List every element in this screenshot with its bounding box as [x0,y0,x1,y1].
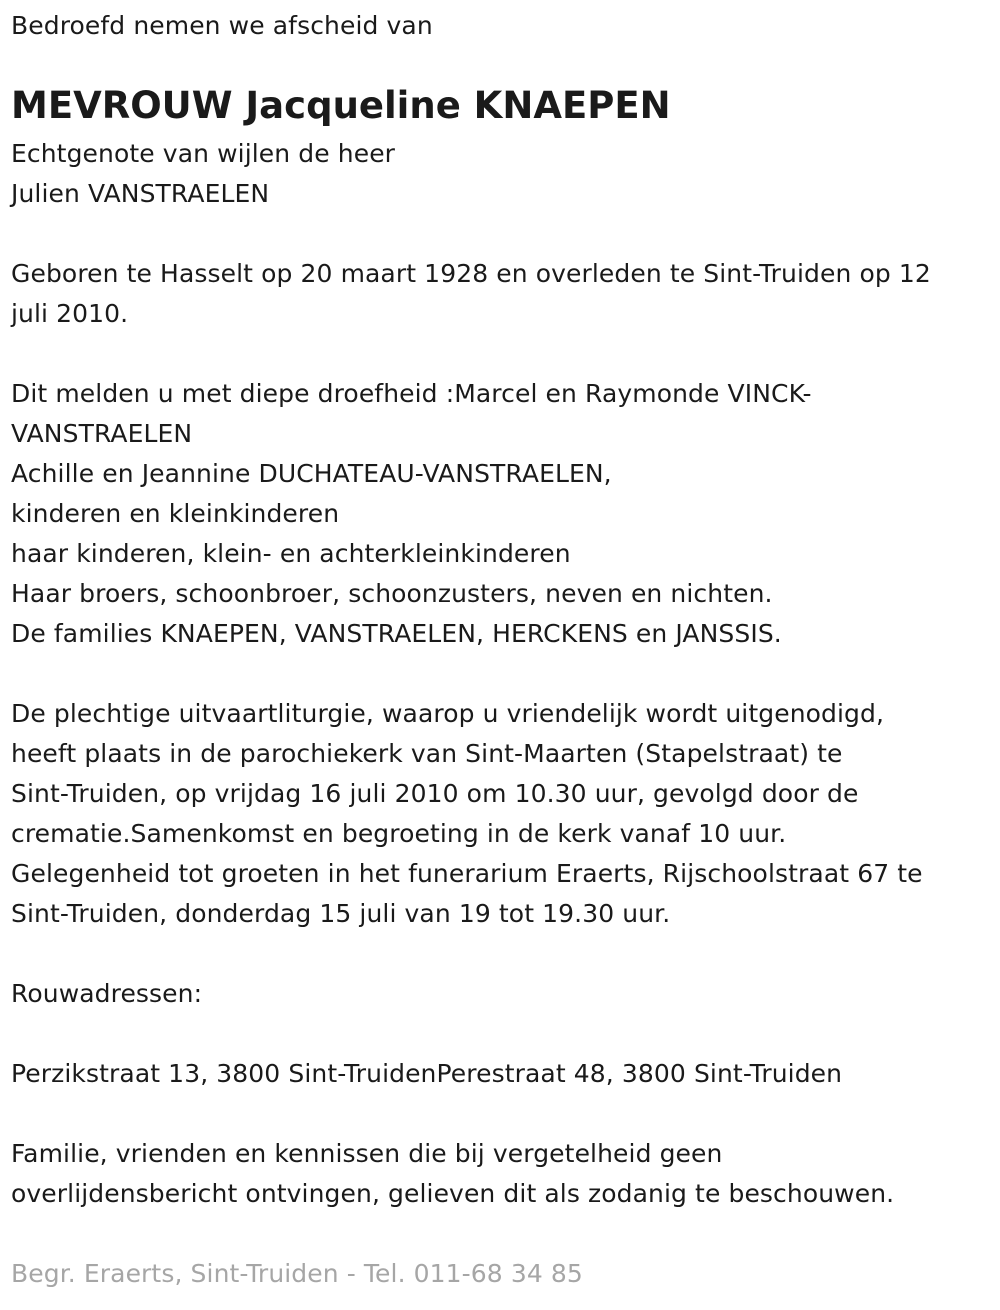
family-line: VANSTRAELEN [11,419,193,448]
spouse-line: Julien VANSTRAELEN [11,179,270,208]
family-line: Dit melden u met diepe droefheid :Marcel en Raymonde VINCK- [11,379,812,408]
service-line: De plechtige uitvaartliturgie, waarop u vriendelijk wordt uitgenodigd, [11,699,885,728]
service-line: heeft plaats in de parochiekerk van Sint-Maarten (Stapelstraat) te [11,739,843,768]
family-section [11,374,812,654]
family-line: De families KNAEPEN, VANSTRAELEN, HERCKENS en JANSSIS. [11,619,782,648]
intro-text: Bedroefd nemen we afscheid van [11,11,433,40]
funeral-home-footer: Begr. Eraerts, Sint-Truiden - Tel. 011-68 34 85 [11,1259,583,1288]
spouse-line: Echtgenote van wijlen de heer [11,139,396,168]
family-line: Achille en Jeannine DUCHATEAU-VANSTRAELEN, [11,459,612,488]
mourning-addresses: Perzikstraat 13, 3800 Sint-TruidenPerestraat 48, 3800 Sint-Truiden [11,1059,843,1088]
birth-death-section [11,254,931,334]
birth-death-line: Geboren te Hasselt op 20 maart 1928 en overleden te Sint-Truiden op 12 [11,259,931,288]
notice-line: overlijdensbericht ontvingen, gelieven dit als zodanig te beschouwen. [11,1179,895,1208]
family-line: haar kinderen, klein- en achterkleinkinderen [11,539,571,568]
deceased-name: MEVROUW Jacqueline KNAEPEN [11,84,671,127]
funeral-service-section [11,694,923,934]
notice-line: Familie, vrienden en kennissen die bij vergetelheid geen [11,1139,723,1168]
service-line: crematie.Samenkomst en begroeting in de kerk vanaf 10 uur. [11,819,787,848]
birth-death-line: juli 2010. [11,299,129,328]
addresses-heading: Rouwadressen: [11,979,203,1008]
service-line: Sint-Truiden, donderdag 15 juli van 19 tot 19.30 uur. [11,899,671,928]
service-line: Sint-Truiden, op vrijdag 16 juli 2010 om 10.30 uur, gevolgd door de [11,779,859,808]
service-line: Gelegenheid tot groeten in het funerarium Eraerts, Rijschoolstraat 67 te [11,859,923,888]
family-line: kinderen en kleinkinderen [11,499,340,528]
spouse-section [11,134,395,214]
family-line: Haar broers, schoonbroer, schoonzusters, neven en nichten. [11,579,773,608]
notice-section [11,1134,894,1214]
